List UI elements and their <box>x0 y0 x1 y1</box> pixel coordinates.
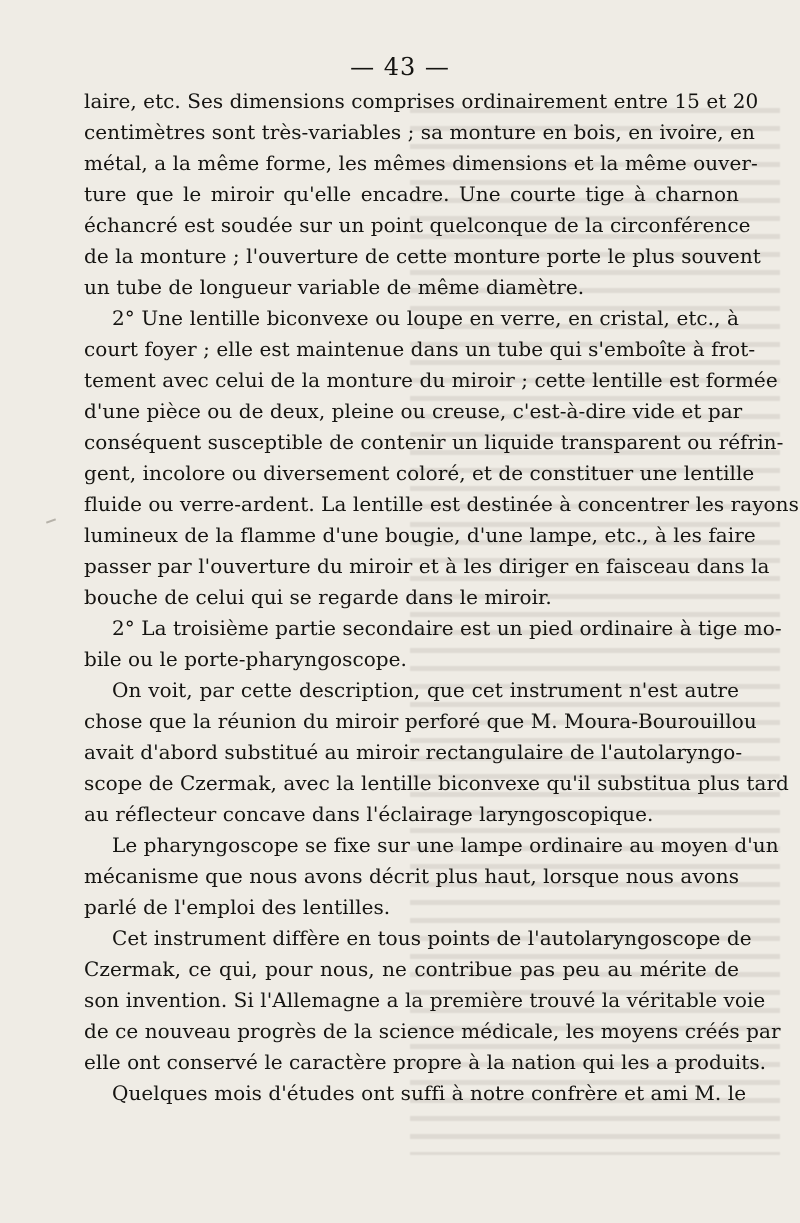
text-line: tement avec celui de la monture du miroir ; cette lentille est formée <box>84 368 778 392</box>
text-line: de la monture ; l'ouverture de cette monture porte le plus souvent <box>84 244 761 268</box>
text-line: 2° Une lentille biconvexe ou loupe en verre, en cristal, etc., à <box>112 306 739 330</box>
text-line: lumineux de la flamme d'une bougie, d'une lampe, etc., à les faire <box>84 523 756 547</box>
text-line: au réflecteur concave dans l'éclairage laryngoscopique. <box>84 802 654 826</box>
text-line: Cet instrument diffère en tous points de l'autolaryngoscope de <box>112 926 752 950</box>
text-line: chose que la réunion du miroir perforé que M. Moura-Bourouillou <box>84 709 757 733</box>
text-line: scope de Czermak, avec la lentille biconvexe qu'il substitua plus tard <box>84 771 789 795</box>
text-line: Le pharyngoscope se fixe sur une lampe ordinaire au moyen d'un <box>112 833 779 857</box>
text-line: On voit, par cette description, que cet instrument n'est autre <box>112 678 739 702</box>
text-line: elle ont conservé le caractère propre à la nation qui les a produits. <box>84 1050 767 1074</box>
text-line: bouche de celui qui se regarde dans le miroir. <box>84 585 552 609</box>
text-line: passer par l'ouverture du miroir et à les diriger en faisceau dans la <box>84 554 770 578</box>
text-line: son invention. Si l'Allemagne a la première trouvé la véritable voie <box>84 988 766 1012</box>
text-line: gent, incolore ou diversement coloré, et de constituer une lentille <box>84 461 755 485</box>
text-line: court foyer ; elle est maintenue dans un tube qui s'emboîte à frot- <box>84 337 756 361</box>
text-line: bile ou le porte-pharyngoscope. <box>84 647 407 671</box>
text-line: un tube de longueur variable de même diamètre. <box>84 275 585 299</box>
text-line: de ce nouveau progrès de la science médicale, les moyens créés par <box>84 1019 781 1043</box>
text-line: Czermak, ce qui, pour nous, ne contribue pas peu au mérite de <box>84 957 739 981</box>
text-line: ture que le miroir qu'elle encadre. Une courte tige à charnon <box>84 182 739 206</box>
paper-mark <box>46 518 56 523</box>
text-line: fluide ou verre-ardent. La lentille est destinée à concentrer les rayons <box>84 492 799 516</box>
text-line: 2° La troisième partie secondaire est un pied ordinaire à tige mo- <box>112 616 782 640</box>
text-line: laire, etc. Ses dimensions comprises ordinairement entre 15 et 20 <box>84 89 759 113</box>
text-line: métal, a la même forme, les mêmes dimensions et la même ouver- <box>84 151 758 175</box>
text-line: conséquent susceptible de contenir un liquide transparent ou réfrin- <box>84 430 784 454</box>
body-text <box>84 86 799 1109</box>
text-line: Quelques mois d'études ont suffi à notre confrère et ami M. le <box>112 1081 747 1105</box>
text-line: mécanisme que nous avons décrit plus haut, lorsque nous avons <box>84 864 740 888</box>
page-number: — 43 — <box>350 53 450 81</box>
text-line: parlé de l'emploi des lentilles. <box>84 895 391 919</box>
text-line: centimètres sont très-variables ; sa monture en bois, en ivoire, en <box>84 120 755 144</box>
text-line: échancré est soudée sur un point quelconque de la circonférence <box>84 213 751 237</box>
text-line: avait d'abord substitué au miroir rectangulaire de l'autolaryngo- <box>84 740 743 764</box>
text-line: d'une pièce ou de deux, pleine ou creuse, c'est-à-dire vide et par <box>84 399 743 423</box>
